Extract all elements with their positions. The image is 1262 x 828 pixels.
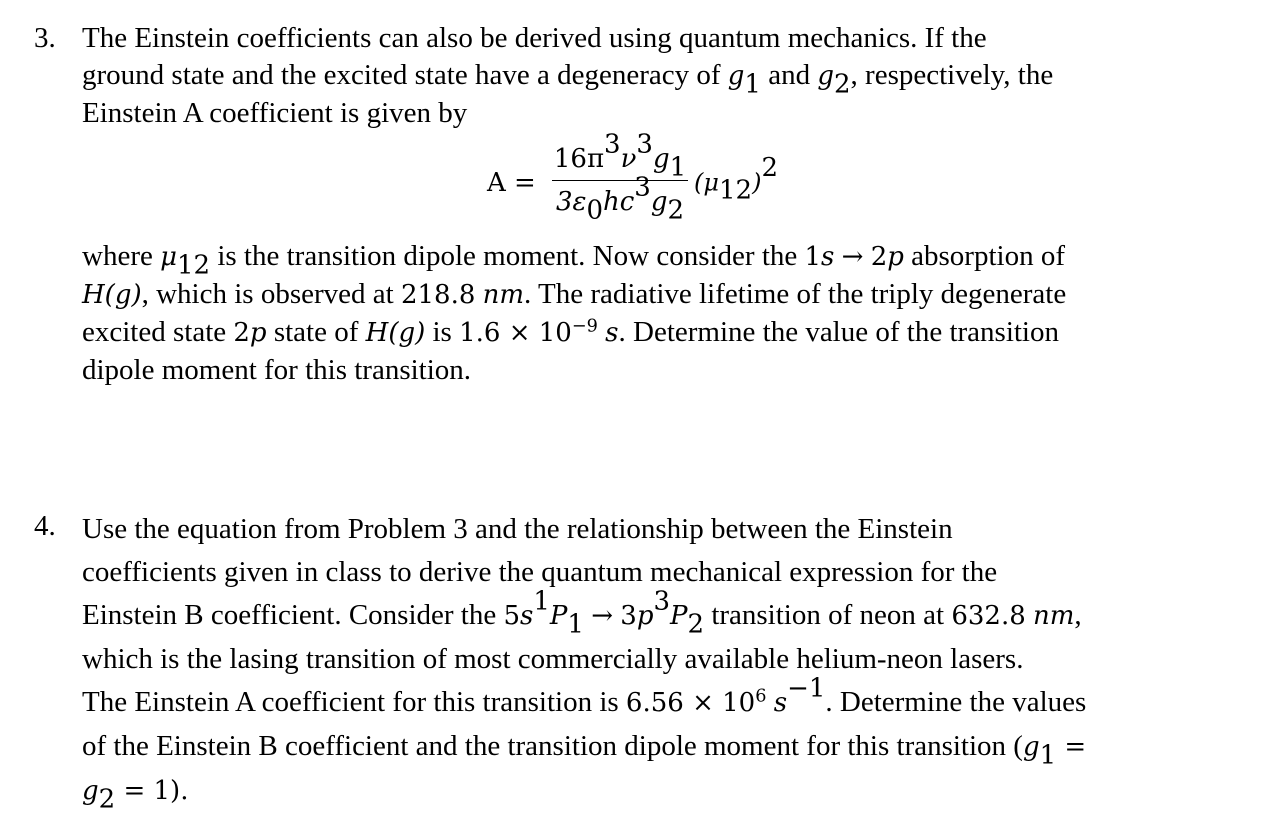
text-line: dipole moment for this transition. [82,354,472,386]
math-term-3p3p2: $3p^3P_2$ [620,586,705,640]
math-2p: 2p [233,318,267,348]
fraction-numerator: $16\pi^3\nu^3g_1$ [553,129,687,183]
text-line: where $\mu_{12}$ is the transition dipole moment. Now consider the 1s → 2p absorption of [82,240,1065,281]
math-g2: $g_2$ [82,776,116,815]
text-line: $g_2 = 1$). [82,776,189,815]
math-g1: $g_1$ [727,61,761,100]
text-line: Use the equation from Problem 3 and the relationship between the Einstein [82,513,953,545]
math-a-value: $6.56 \times 10^6$ [625,686,767,718]
problem-number: 4. [34,510,56,542]
equation-dipole-term: $(\mu_{12})^2$ [694,153,778,206]
math-mu12: $\mu_{12}$ [160,242,211,281]
text-line: which is the lasing transition of most commercially available helium-neon lasers. [82,643,1024,675]
text-line: H(g), which is observed at 218.8 nm. The radiative lifetime of the triply degenerate [82,278,1067,310]
math-g2: $g_2$ [817,61,851,100]
math-1s: 1s [804,242,835,272]
math-hg: H(g) [82,280,142,310]
text-line: Einstein B coefficient. Consider the $5s^1P_1 \to 3p^3P_2$ transition of neon at 632.8 nm, [82,586,1082,640]
problem-number: 3. [34,22,56,54]
text-line: Einstein A coefficient is given by [82,97,468,129]
text-line: coefficients given in class to derive the quantum mechanical expression for the [82,556,998,588]
fraction-denominator: $3\varepsilon_0hc^3g_2$ [555,172,685,226]
problem-4 [34,508,1234,813]
text-line: The Einstein coefficients can also be derived using quantum mechanics. If the [82,22,987,54]
math-lifetime: $1.6 \times 10^{-9}$ [459,316,598,348]
equation-fraction [552,129,688,226]
math-term-5s1p1: $5s^1P_1$ [503,586,584,640]
problem-body [82,20,1234,389]
math-per-second: $s^{-1}$ [773,673,826,718]
text-line: of the Einstein B coefficient and the transition dipole moment for this transition ($g_1$ = [82,730,1087,771]
math-g1: $g_1$ [1022,732,1057,771]
text-line: excited state 2p state of H(g) is $1.6 \times 10^{-9}$ s. Determine the value of the transition [82,316,1059,348]
math-2p: 2p [870,242,904,272]
text-line: ground state and the excited state have a degeneracy of $g_1$ and $g_2$, respectively, the [82,59,1054,100]
equation-lhs: A = [487,168,536,198]
problem-body [82,508,1234,813]
problem-3 [34,20,1234,389]
einstein-a-equation [82,129,1234,238]
text-line: The Einstein A coefficient for this transition is $6.56 \times 10^6$ $s^{-1}$. Determine the values [82,673,1087,718]
